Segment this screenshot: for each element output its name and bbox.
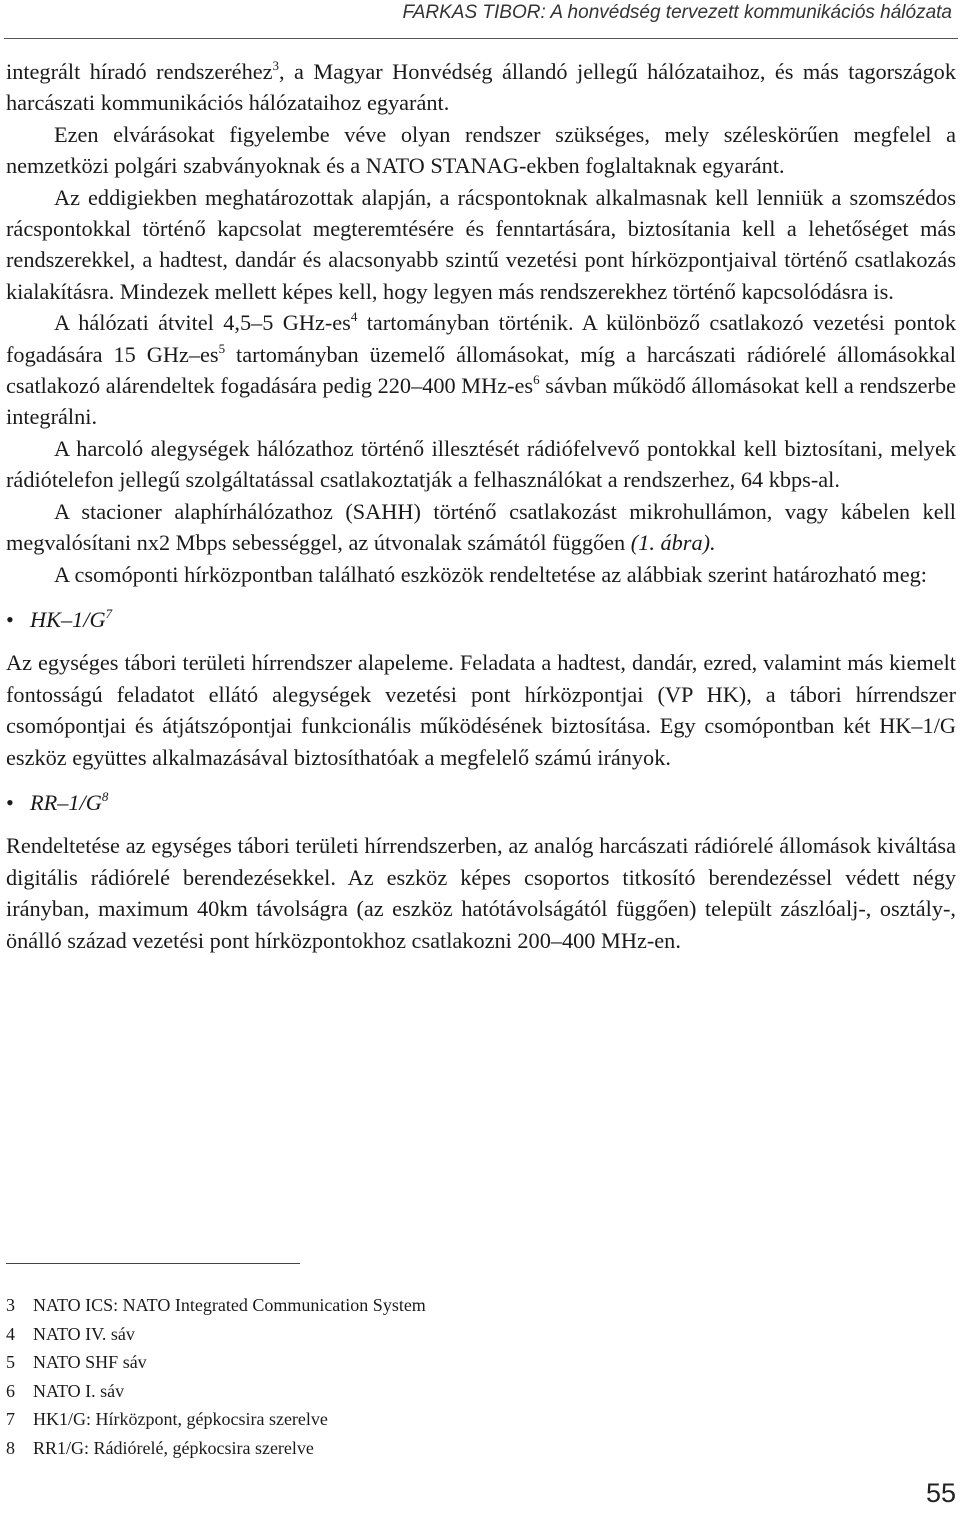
paragraph: Az egységes tábori területi hírrendszer alapeleme. Feladata a hadtest, dandár, ezred, valamint más kiemelt fontosságú feladatot ellátó alegységek vezetési pont hírközpontjai (VP HK), a tábori hírrendszer csomópontjai és átjátszópontjai funkcionális működésének biztosítása. Egy csomópontban két HK–1/G eszköz együttes alkalmazásával biztosíthatóak a megfelelő számú irányok. bbox=[6, 650, 956, 770]
footnote-number: 7 bbox=[6, 1409, 15, 1430]
footnote-number: 8 bbox=[6, 1437, 15, 1458]
paragraph: A csomóponti hírközpontban található eszközök rendeltetése az alábbiak szerint határozható meg: bbox=[54, 561, 927, 587]
footnote bbox=[6, 1291, 706, 1320]
paragraph-text: tartományban üzemelő állomásokat, míg a harcászati rádiórelé állomásokkal csatlakozó alárendeltek fogadására pedig 220–400 MHz-es bbox=[6, 341, 956, 399]
paragraph-text: , a Magyar Honvédség állandó jellegű hálózataihoz, és más tagországok harcászati kommunikációs hálózataihoz egyaránt. bbox=[6, 59, 956, 116]
footnote-rule bbox=[6, 1263, 300, 1264]
footnote-text: NATO ICS: NATO Integrated Communication System bbox=[33, 1295, 426, 1315]
footnote-text: NATO I. sáv bbox=[33, 1380, 125, 1401]
footnote bbox=[6, 1348, 706, 1377]
paragraph-text: A stacioner alaphírhálózathoz (SAHH) történő csatlakozást mikrohullámon, vagy kábelen kell megvalósítani nx2 Mbps sebességgel, az útvonalak számától függően bbox=[6, 498, 956, 556]
paragraph-text: A hálózati átvitel 4,5–5 GHz-es bbox=[54, 310, 351, 336]
footnote-number: 6 bbox=[6, 1380, 15, 1401]
footnote-ref[interactable]: 5 bbox=[218, 340, 226, 356]
bullet-label: HK–1/G bbox=[30, 606, 106, 632]
bullet-item-rr bbox=[6, 787, 956, 818]
bullet-label: RR–1/G bbox=[30, 789, 102, 815]
figure-reference[interactable]: (1. ábra). bbox=[630, 530, 716, 556]
footnote-ref[interactable]: 4 bbox=[350, 309, 358, 325]
bullet-icon: • bbox=[6, 606, 14, 632]
header-rule bbox=[4, 38, 958, 39]
footnote-ref[interactable]: 3 bbox=[272, 58, 280, 73]
paragraph: Rendeltetése az egységes tábori területi hírrendszerben, az analóg harcászati rádiórelé állomások kiváltása digitális rádiórelé berendezésekkel. Az eszköz képes csoportos titkosító berendezéssel védett négy irányban, maximum 40km távolságra (az eszköz hatótávolságától függően) települt zászlóalj-, osztály-, önálló század vezetési pont hírközpontokhoz csatlakozni 200–400 MHz-en. bbox=[6, 833, 956, 953]
paragraph bbox=[6, 496, 956, 559]
footnote-text: RR1/G: Rádiórelé, gépkocsira szerelve bbox=[33, 1437, 314, 1458]
paragraph-text: integrált híradó rendszeréhez bbox=[6, 59, 273, 84]
paragraph-text: sávban működő állomásokat kell a rendszerbe integrálni. bbox=[6, 373, 956, 430]
paragraph-text: tartományban történik. A különböző csatlakozó vezetési pontok fogadására 15 GHz–es bbox=[6, 310, 956, 367]
footnote-ref[interactable]: 6 bbox=[533, 372, 540, 388]
footnotes bbox=[6, 1291, 706, 1463]
footnote bbox=[6, 1320, 706, 1349]
footnote-ref[interactable]: 8 bbox=[101, 788, 109, 804]
running-header: FARKAS TIBOR: A honvédség tervezett kommunikációs hálózata bbox=[402, 2, 952, 23]
footnote bbox=[6, 1405, 706, 1434]
footnote bbox=[6, 1434, 706, 1463]
bullet-item-hk bbox=[6, 604, 956, 635]
footnote-number: 3 bbox=[6, 1295, 15, 1315]
paragraph: Ezen elvárásokat figyelembe véve olyan rendszer szükséges, mely széleskörűen megfelel a nemzetközi polgári szabványoknak és a NATO STANAG-ekben foglaltaknak egyaránt. bbox=[6, 121, 956, 179]
paragraph-continuation bbox=[6, 56, 956, 119]
footnote bbox=[6, 1377, 706, 1406]
paragraph bbox=[6, 307, 956, 433]
page-number: 55 bbox=[925, 1478, 956, 1508]
footnote-number: 4 bbox=[6, 1323, 15, 1344]
paragraph: Az eddigiekben meghatározottak alapján, a rácspontoknak alkalmasnak kell lenniük a szomszédos rácspontokkal történő kapcsolat megteremtésére és fenntartására, biztosítania kell a lehetőséget más rendszerekkel, a hadtest, dandár és alacsonyabb szintű vezetési pont hírközpontjaival történő csatlakozás kialakításra. Mindezek mellett képes kell, hogy legyen más rendszerekhez történő kapcsolódásra is. bbox=[6, 184, 956, 304]
footnote-number: 5 bbox=[6, 1352, 15, 1373]
footnote-text: NATO IV. sáv bbox=[33, 1323, 135, 1344]
paragraph: A harcoló alegységek hálózathoz történő illesztését rádiófelvevő pontokkal kell biztosítani, melyek rádiótelefon jellegű szolgáltatással csatlakoztatják a felhasználókat a rendszerhez, 64 kbps-al. bbox=[6, 435, 956, 493]
footnote-ref[interactable]: 7 bbox=[105, 605, 113, 621]
footnote-text: HK1/G: Hírközpont, gépkocsira szerelve bbox=[33, 1409, 328, 1430]
bullet-icon: • bbox=[6, 789, 14, 815]
footnote-text: NATO SHF sáv bbox=[33, 1352, 147, 1373]
body-text bbox=[6, 56, 956, 956]
